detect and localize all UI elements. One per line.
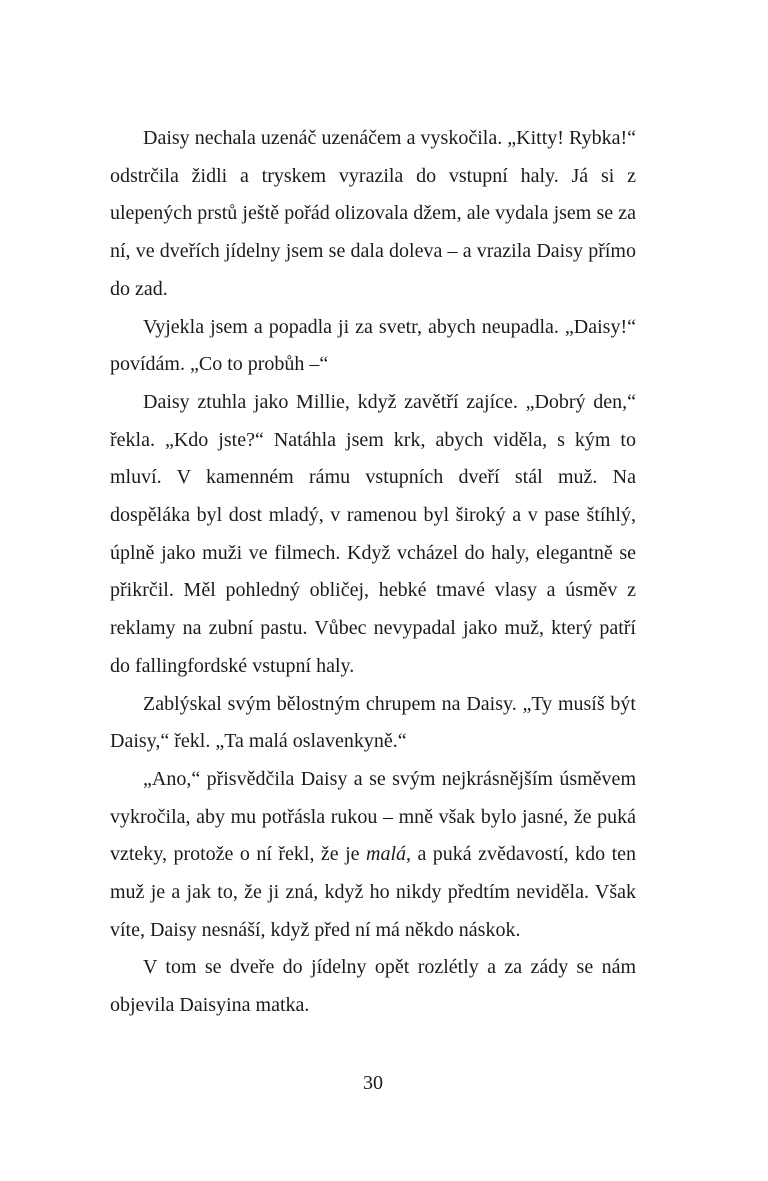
paragraph bbox=[110, 686, 636, 761]
text-segment: , a puká zvědavostí, kdo ten muž je a jak to, že ji zná, když ho nikdy předtím neviděla. Však víte, Daisy nesnáší, když před ní má někdo náskok. bbox=[110, 843, 637, 941]
paragraph bbox=[110, 309, 636, 384]
paragraph bbox=[110, 949, 636, 1024]
text-segment: Vyjekla jsem a popadla ji za svetr, abych neupadla. „Daisy!“ povídám. „Co to probůh –“ bbox=[110, 315, 636, 376]
text-segment: Zablýskal svým bělostným chrupem na Daisy. „Ty musíš být Daisy,“ řekl. „Ta malá oslavenkyně.“ bbox=[110, 692, 636, 753]
text-segment: „Ano,“ přisvědčila Daisy a se svým nejkrásnějším úsměvem vykročila, aby mu potřásla rukou – mně však bylo jasné, že puká vzteky, protože o ní řekl, že je bbox=[110, 767, 636, 866]
italic-text-segment: malá bbox=[366, 843, 407, 866]
text-segment: Daisy ztuhla jako Millie, když zavětří zajíce. „Dobrý den,“ řekla. „Kdo jste?“ Natáhla jsem krk, abych viděla, s kým to mluví. V kamenném rámu vstupních dveří stál muž. Na dospěláka byl dost mladý, v ramenou byl široký a v pase štíhlý, úplně jako muži ve filmech. Když vcházel do haly, elegantně se přikrčil. Měl pohledný obličej, hebké tmavé vlasy a úsměv z reklamy na zubní pastu. Vůbec nevypadal jako muž, který patří do fallingfordské vstupní haly. bbox=[110, 390, 636, 677]
page-number: 30 bbox=[363, 1072, 383, 1094]
paragraph bbox=[110, 761, 636, 950]
paragraph bbox=[110, 120, 636, 309]
text-segment: V tom se dveře do jídelny opět rozlétly a za zády se nám objevila Daisyina matka. bbox=[110, 956, 636, 1017]
text-segment: Daisy nechala uzenáč uzenáčem a vyskočila. „Kitty! Rybka!“ odstrčila židli a tryskem vyrazila do vstupní haly. Já si z ulepených prstů ještě pořád olizovala džem, ale vydala jsem se za ní, ve dveřích jídelny jsem se dala doleva – a vrazila Daisy přímo do zad. bbox=[110, 127, 636, 300]
paragraph bbox=[110, 384, 636, 686]
body-text bbox=[110, 120, 636, 1025]
